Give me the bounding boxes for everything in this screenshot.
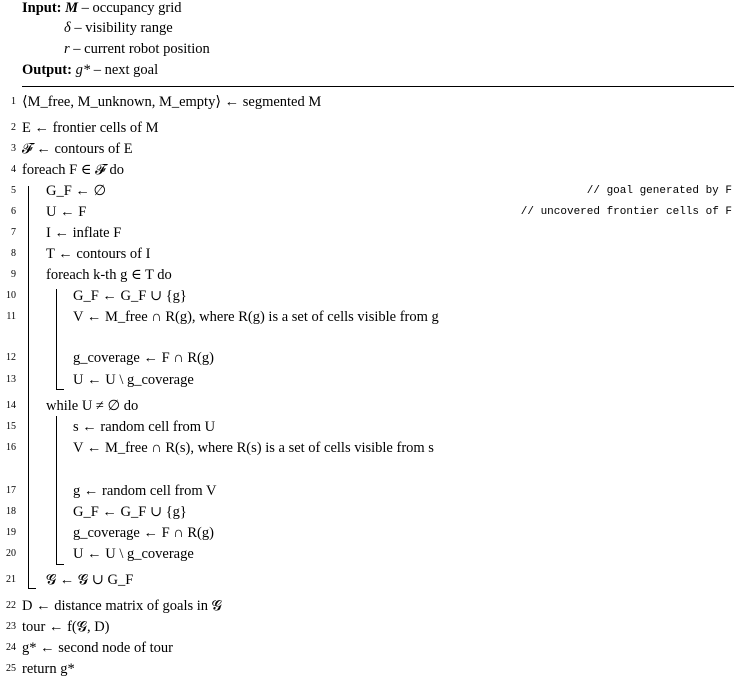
line-number: 19 (6, 527, 16, 538)
code-line: G_F ← G_F ∪ {g} (73, 288, 187, 304)
output-line (22, 60, 158, 80)
code-line: E ← frontier cells of M (22, 120, 159, 136)
line-number: 21 (6, 574, 16, 585)
line-number: 8 (11, 248, 16, 259)
code-line: g_coverage ← F ∩ R(g) (73, 350, 214, 366)
code-line: ⟨M_free, M_unknown, M_empty⟩ ← segmented M (22, 94, 322, 110)
comment: // uncovered frontier cells of F (520, 206, 732, 218)
line-number: 12 (6, 352, 16, 363)
comment: // goal generated by F (586, 185, 732, 197)
while-block-end (56, 564, 64, 565)
code-line: 𝓖 ← 𝓖 ∪ G_F (46, 572, 134, 588)
line-number: 22 (6, 600, 16, 611)
output-label: Output: (22, 62, 72, 78)
param-desc: – occupancy grid (81, 0, 182, 16)
inner-foreach-end (56, 389, 64, 390)
output-desc: – next goal (93, 62, 159, 78)
code-line: foreach F ∈ 𝓕 do (22, 162, 124, 178)
line-number: 5 (11, 185, 16, 196)
code-line: T ← contours of I (46, 246, 151, 262)
code-line: G_F ← G_F ∪ {g} (73, 504, 187, 520)
line-number: 6 (11, 206, 16, 217)
line-number: 1 (11, 96, 16, 107)
code-line: V ← M_free ∩ R(g), where R(g) is a set of cells visible from g (73, 309, 439, 325)
code-line: V ← M_free ∩ R(s), where R(s) is a set of cells visible from s (73, 440, 434, 456)
code-line: s ← random cell from U (73, 419, 216, 435)
input-label: Input: (22, 0, 62, 16)
code-line: U ← U \ g_coverage (73, 546, 194, 562)
code-line: 𝓕 ← contours of E (22, 141, 133, 157)
while-block-bar (56, 416, 57, 565)
line-number: 23 (6, 621, 16, 632)
code-line: D ← distance matrix of goals in 𝓖 (22, 598, 222, 614)
line-number: 24 (6, 642, 16, 653)
line-number: 20 (6, 548, 16, 559)
param-desc: – current robot position (73, 41, 210, 57)
param-symbol: r (64, 41, 70, 57)
code-line: U ← U \ g_coverage (73, 372, 194, 388)
code-line: tour ← f(𝓖, D) (22, 619, 110, 635)
line-number: 15 (6, 421, 16, 432)
foreach-block-bar (28, 186, 29, 589)
inner-foreach-bar (56, 289, 57, 390)
param-symbol: M (65, 0, 79, 16)
line-number: 11 (6, 311, 16, 322)
code-line: foreach k-th g ∈ T do (46, 267, 172, 283)
foreach-block-end (28, 588, 36, 589)
code-line: return g* (22, 661, 75, 677)
code-line: while U ≠ ∅ do (46, 398, 139, 414)
param-symbol: δ (64, 20, 71, 36)
param-line (64, 18, 173, 38)
code-line: g ← random cell from V (73, 483, 217, 499)
line-number: 4 (11, 164, 16, 175)
output-symbol: g* (75, 62, 91, 78)
param-line (64, 39, 210, 59)
line-number: 7 (11, 227, 16, 238)
line-number: 10 (6, 290, 16, 301)
input-line (22, 0, 182, 18)
param-desc: – visibility range (74, 20, 173, 36)
line-number: 17 (6, 485, 16, 496)
line-number: 25 (6, 663, 16, 674)
line-number: 18 (6, 506, 16, 517)
line-number: 13 (6, 374, 16, 385)
code-line: I ← inflate F (46, 225, 122, 241)
line-number: 2 (11, 122, 16, 133)
code-line: U ← F (46, 204, 87, 220)
line-number: 16 (6, 442, 16, 453)
line-number: 9 (11, 269, 16, 280)
line-number: 3 (11, 143, 16, 154)
header-rule (22, 86, 734, 87)
code-line: G_F ← ∅ (46, 183, 107, 199)
line-number: 14 (6, 400, 16, 411)
code-line: g* ← second node of tour (22, 640, 174, 656)
code-line: g_coverage ← F ∩ R(g) (73, 525, 214, 541)
